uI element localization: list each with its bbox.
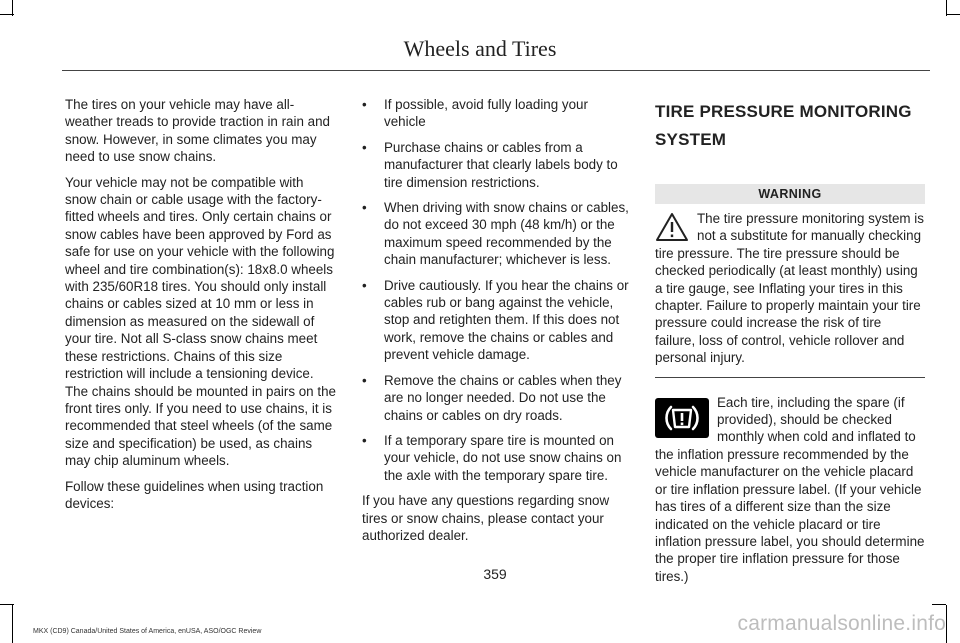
section-divider [655,377,925,378]
list-item [362,139,632,191]
paragraph: Your vehicle may not be compatible with snow chain or cable usage with the factory-fitted wheels and tires. Only certain chains or snow cables have been approved by Ford as safe for use on your vehicle with the following wheel and tire combination(s): 18x8.0 wheels with 235/60R18 tires. You should only install chains or cables sized at 10 mm or less in dimension as measured on the sidewall of your tire. Not all S-class snow chains meet these restrictions. Chains of this size restriction will include a tensioning device. The chains should be mounted in pairs on the front tires only. If you need to use chains, it is recommended that steel wheels (of the same size and specification) be used, as chains may chip aluminum wheels. [65,174,336,469]
list-item [362,199,632,269]
page-number: 359 [483,566,507,582]
crop-mark [946,14,960,15]
list-item-text: Purchase chains or cables from a manufacturer that clearly labels body to tire dimension restrictions. [384,139,618,190]
bullet-marker: • [362,432,367,448]
bullet-marker: • [362,277,367,293]
tire-pressure-warning-icon [655,398,709,438]
list-item-text: Remove the chains or cables when they are no longer needed. Do not use the chains or cables on dry roads. [384,372,622,423]
header-divider [62,70,930,71]
crop-mark [0,604,14,605]
list-item-text: When driving with snow chains or cables, do not exceed 30 mph (48 km/h) or the maximum speed recommended by the chain manufacturer; whichever is less. [384,200,629,268]
crop-mark [932,604,946,605]
bullet-marker: • [362,372,367,388]
column-middle [362,96,632,552]
list-item-text: If possible, avoid fully loading your vehicle [384,97,588,130]
list-item [362,277,632,364]
section-heading-line: SYSTEM [655,130,727,149]
crop-mark [946,605,947,643]
column-right [655,98,925,585]
guideline-list [362,96,632,484]
list-item [362,372,632,424]
closing-paragraph: If you have any questions regarding snow tires or snow chains, please contact your authorized dealer. [362,493,610,543]
list-item-text: Drive cautiously. If you hear the chains or cables rub or bang against the vehicle, stop and retighten them. If this does not work, remove the chains or cables and prevent vehicle damage. [384,277,629,363]
section-heading-line: TIRE PRESSURE MONITORING [655,102,912,121]
section-heading [655,98,925,154]
paragraph: Follow these guidelines when using traction devices: [65,478,324,511]
list-item [362,432,632,484]
warning-triangle-icon [655,212,689,244]
crop-mark [0,14,14,15]
paragraph: The tires on your vehicle may have all-weather treads to provide traction in rain and snow. However, in some climates you may need to use snow chains. [65,97,330,165]
watermark: carmanualsonline.info [737,612,946,635]
warning-banner: WARNING [655,184,925,204]
list-item-text: If a temporary spare tire is mounted on your vehicle, do not use snow chains on the axle with the temporary spare tire. [384,432,622,483]
warning-text: The tire pressure monitoring system is not a substitute for manually checking tire pressure. The tire pressure should be checked periodically (at least monthly) using a tire gauge, see Inflating your tires in this chapter. Failure to properly maintain your tire pressure could increase the risk of tire failure, loss of control, vehicle rollover and personal injury. [655,211,924,366]
list-item [362,96,632,131]
bullet-marker: • [362,200,367,216]
tpms-body [655,394,925,585]
column-left [65,96,337,520]
page-title: Wheels and Tires [403,36,557,61]
warning-body [655,210,925,367]
bullet-marker: • [362,139,367,155]
crop-mark [12,605,13,643]
document-id: MKX (CD9) Canada/United States of America, enUSA, ASO/OGC Review [33,628,262,635]
bullet-marker: • [362,97,367,112]
tpms-text: Each tire, including the spare (if provided), should be checked monthly when cold and inflated to the inflation pressure recommended by the vehicle manufacturer on the vehicle placard or tire inflation pressure label. (If your vehicle has tires of a different size than the size indicated on the vehicle placard or tire inflation pressure label, you should determine the proper tire inflation pressure for those tires.) [655,394,925,584]
